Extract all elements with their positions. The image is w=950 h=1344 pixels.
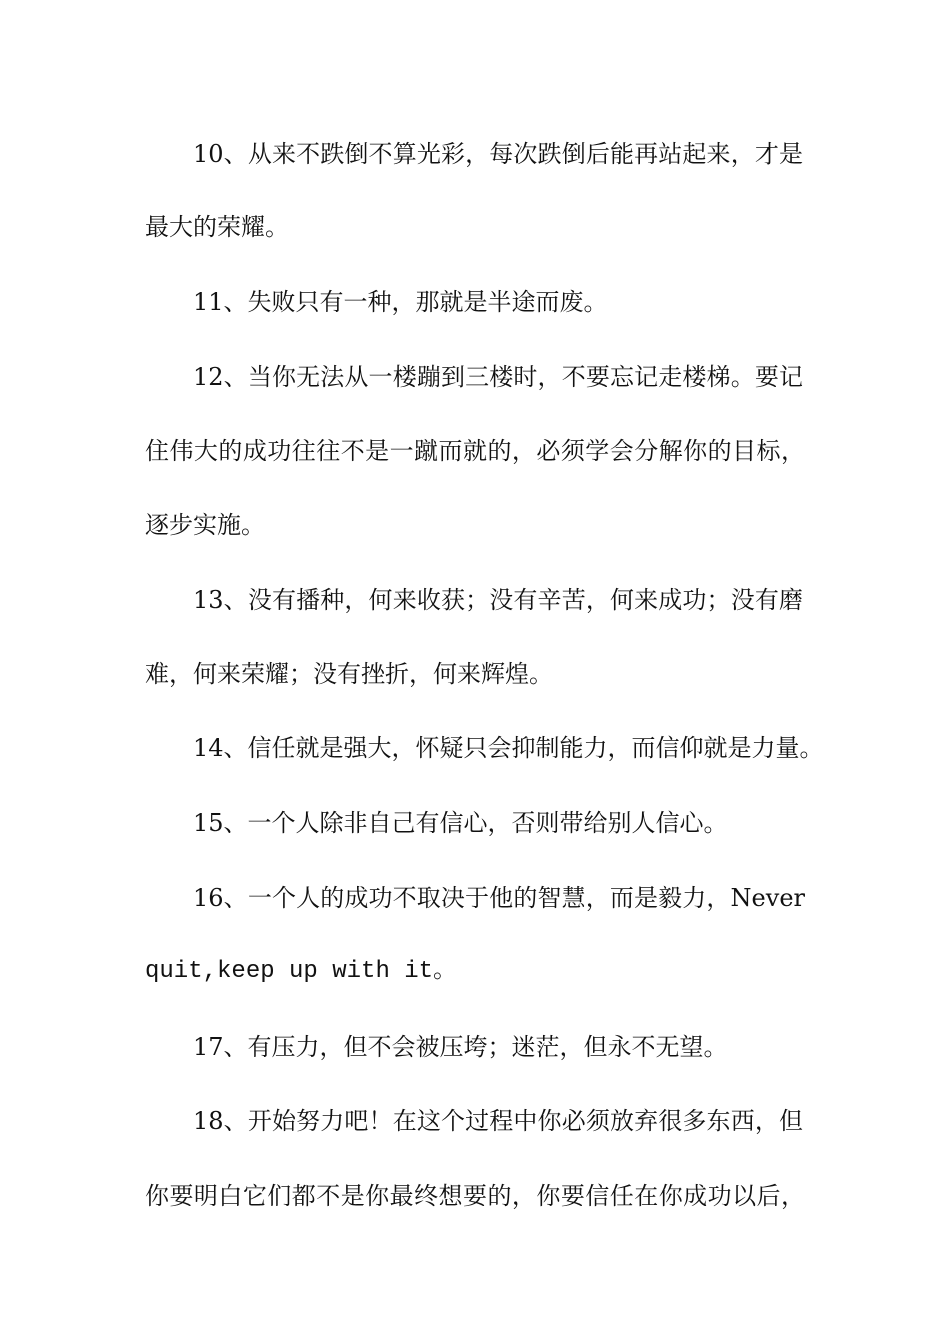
- paragraph-18-line-1: 18、开始努力吧！在这个过程中你必须放弃很多东西，但: [193, 1107, 803, 1135]
- paragraph-12-line-3: 逐步实施。: [145, 511, 265, 539]
- paragraph-15: 15、一个人除非自己有信心，否则带给别人信心。: [193, 809, 728, 837]
- paragraph-13-line-2: 难，何来荣耀；没有挫折，何来辉煌。: [145, 660, 553, 688]
- paragraph-12-line-1: 12、当你无法从一楼蹦到三楼时，不要忘记走楼梯。要记: [193, 363, 803, 391]
- paragraph-17: 17、有压力，但不会被压垮；迷茫，但永不无望。: [193, 1033, 728, 1061]
- paragraph-10-line-1: 10、从来不跌倒不算光彩，每次跌倒后能再站起来，才是: [193, 140, 803, 168]
- paragraph-10-line-2: 最大的荣耀。: [145, 213, 289, 241]
- paragraph-16-line-2: quit,keep up with it。: [145, 958, 458, 985]
- paragraph-12-line-2: 住伟大的成功往往不是一蹴而就的，必须学会分解你的目标，: [145, 437, 805, 465]
- paragraph-11: 11、失败只有一种，那就是半途而废。: [193, 288, 608, 316]
- paragraph-18-line-2: 你要明白它们都不是你最终想要的，你要信任在你成功以后，: [145, 1182, 805, 1210]
- paragraph-13-line-1: 13、没有播种，何来收获；没有辛苦，何来成功；没有磨: [193, 586, 803, 614]
- paragraph-14: 14、信任就是强大，怀疑只会抑制能力，而信仰就是力量。: [193, 734, 824, 762]
- paragraph-16-line-1: 16、一个人的成功不取决于他的智慧，而是毅力，Never: [193, 884, 805, 912]
